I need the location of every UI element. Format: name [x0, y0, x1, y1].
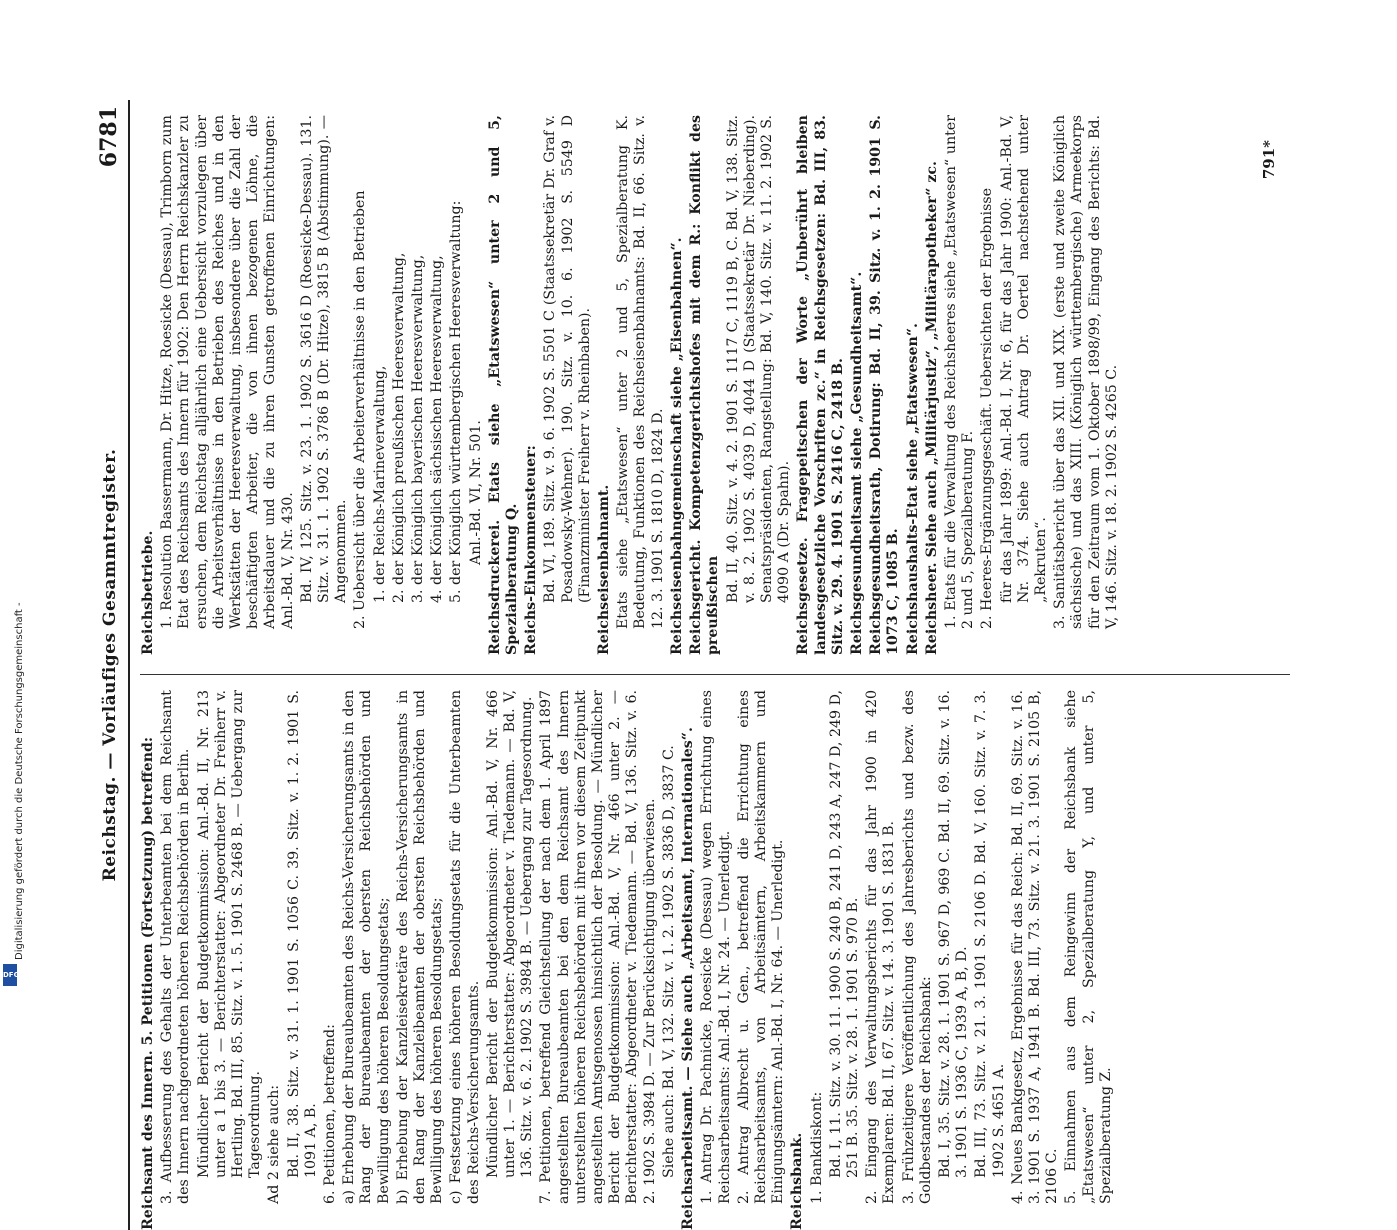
register-entry: 1. Etats für die Verwaltung des Reichsheeres siehe „Etatswesen“ unter 2 und 5, Spezialberatung F.: [942, 115, 977, 629]
register-entry: 7. Petitionen, betreffend Gleichstellung der nach dem 1. April 1897 angestellten Bureaubeamten bei den dem Reichsamt des Innern unterstellten höheren Reichsbehörden mit ihren vor diesem Zeitpunkt angestellten Amtsgenossen hinsichtlich der Besoldung. — Mündlicher Bericht der Budgetkommission: Anl.-Bd. V, Nr. 466 unter 2. — Berichterstatter: Abgeordneter v. Tiedemann. — Bd. V, 136. Sitz. v. 6. 2. 1902 S. 3984 D. — Zur Berücksichtigung überwiesen.: [538, 690, 658, 1204]
register-entry: Reichsgericht. Kompetenzgerichtshofes mit dem R.: Konflikt des preußischen: [688, 115, 722, 655]
register-entry: 5. Einnahmen aus dem Reingewinn der Reichsbank siehe „Etatswesen“ unter 2, Spezialberatung Y, und unter 5, Spezialberatung Z.: [1063, 690, 1114, 1204]
register-entry: Mündlicher Bericht der Budgetkommission: Anl.-Bd. II, Nr. 213 unter a 1 bis 3. — Berichterstatter: Abgeordneter Dr. Freiherr v. Hertling. Bd. III, 85. Sitz. v. 1. 5. 1901 S. 2468 B. — Uebergang zur Tagesordnung.: [195, 690, 264, 1178]
register-entry: 5. der Königlich württembergischen Heeresverwaltung:: [448, 200, 465, 603]
dfg-logo-icon: DFG: [3, 964, 17, 986]
register-entry: Reichsgesetze. Fragepeitschen der Worte „Unberührt bleiben landesgesetzliche Vorschriften zc.“ in Reichsgesetzen: Bd. III, 83. Sitz. v. 29. 4. 1901 S. 2416 C, 2418 B.: [795, 115, 846, 655]
register-entry: Bd. III, 73. Sitz. v. 21. 3. 1901 S. 2106 D. Bd. V, 160. Sitz. v. 7. 3. 1902 S. 4651 A.: [973, 690, 1007, 1178]
register-entry: 3. Aufbesserung des Gehalts der Unterbeamten bei dem Reichsamt des Innern nachgeordneten höheren Reichsbehörden in Berlin.: [159, 690, 193, 1204]
register-entry: b) Erhebung der Kanzleisekretäre des Reichs-Versicherungsamts in den Rang der Kanzleibeamten der obersten Reichsbehörden und Bewilligung des höheren Besoldungsetats;: [394, 690, 446, 1204]
register-entry: 2. Antrag Albrecht u. Gen., betreffend die Errichtung eines Reichsarbeitsamts, von Arbeitsämtern, Arbeitskammern und Einigungsämtern: Anl.-Bd. I, Nr. 64. — Unerledigt.: [735, 690, 787, 1204]
register-entry: Reichsdruckerei. Etats siehe „Etatswesen“ unter 2 und 5, Spezialberatung Q.: [486, 115, 521, 655]
right-column: [140, 115, 1290, 655]
register-entry: Reichsheer. Siehe auch „Militärjustiz“, „Militärapotheker“ zc.: [923, 161, 940, 655]
register-entry: 3. der Königlich bayerischen Heeresverwaltung,: [410, 254, 427, 603]
register-entry: Reichsbetriebe.: [140, 530, 156, 655]
register-entry: a) Erhebung der Bureaubeamten des Reichs-Versicherungsamts in den Rang der Bureaubeamten der obersten Reichsbehörden und Bewilligung des höheren Besoldungsetats;: [341, 690, 392, 1204]
register-entry: c) Festsetzung eines höheren Besoldungsetats für die Unterbeamten des Reichs-Versicherungsamts.: [448, 690, 482, 1204]
page-header: [88, 100, 130, 1230]
register-entry: Reichseisenbahngemeinschaft siehe „Eisenbahnen“.: [668, 237, 685, 655]
register-entry: Reichsbank.: [789, 1132, 806, 1230]
register-entry: Anl.-Bd. VI, Nr. 501.: [467, 420, 484, 565]
register-entry: für das Jahr 1899: Anl.-Bd. I, Nr. 6, für das Jahr 1900: Anl.-Bd. V, Nr. 374. Siehe auch Antrag Dr. Oertel nachstehend unter „Rekruten“.: [998, 115, 1049, 603]
page-title: Reichstag. — Vorläufiges Gesammtregister.: [100, 448, 120, 882]
register-entry: 3. Frühzeitigere Veröffentlichung des Jahresberichts und bezw. des Goldbestandes der Reichsbank:: [900, 690, 934, 1204]
register-entry: Bd. I, 11. Sitz. v. 30. 11. 1900 S. 240 B, 241 D, 243 A, 247 D, 249 D, 251 B. 35. Sitz. v. 28. 1. 1901 S. 970 B.: [827, 690, 861, 1178]
column-divider: [140, 674, 1290, 675]
register-entry: Mündlicher Bericht der Budgetkommission: Anl.-Bd. V, Nr. 466 unter 1. — Berichterstatter: Abgeordneter v. Tiedemann. — Bd. V, 136. Sitz. v. 6. 2. 1902 S. 3984 B. — Uebergang zur Tagesordnung.: [484, 690, 536, 1178]
register-entry: Bd. VI, 189. Sitz. v. 9. 6. 1902 S. 5501 C (Staatssekretär Dr. Graf v. Posadowsky-Wehner). 190. Sitz. v. 10. 6. 1902 S. 5549 D (Finanzminister Freiherr v. Rheinbaben).: [542, 115, 593, 603]
register-entry: Reichshaushalts-Etat siehe „Etatswesen“.: [904, 323, 921, 655]
funding-text: Digitalisierung gefördert durch die Deutsche Forschungsgemeinschaft -: [14, 602, 25, 960]
page-number: 6781: [96, 106, 122, 168]
rotated-page: [88, 100, 1308, 1230]
funding-strip: [0, 0, 25, 1000]
register-entry: Bd. II, 38. Sitz. v. 31. 1. 1901 S. 1056 C. 39. Sitz. v. 1. 2. 1901 S. 1091 A, B.: [285, 690, 319, 1178]
register-entry: 1. Resolution Bassermann, Dr. Hitze, Roesicke (Dessau), Trimborn zum Etat des Reichsamts des Innern für 1902: Den Herrn Reichskanzler zu ersuchen, dem Reichstag alljährlich eine Uebersicht vorzulegen über die Arbeitsverhältnisse in den Betrieben des Reiches und in den Werkstätten der Heeresverwaltung, insbesondere über die Zahl der beschäftigten Arbeiter, die von ihnen bezogenen Löhne, die Arbeitsdauer und die zu ihren Gunsten getroffenen Einrichtungen: Anl.-Bd. V, Nr. 430.: [159, 115, 296, 629]
register-entry: 6. Petitionen, betreffend:: [322, 1024, 339, 1204]
register-entry: 1. Bankdiskont:: [808, 1091, 825, 1204]
register-entry: Reichsamt des Innern. 5. Petitionen (Fortsetzung) betreffend:: [140, 736, 156, 1230]
register-entry: Etats siehe „Etatswesen“ unter 2 und 5, Spezialberatung K. Bedeutung, Funktionen des Reichseisenbahnamts: Bd. II, 66. Sitz. v. 12. 3. 1901 S. 1810 D, 1824 D.: [615, 115, 666, 629]
register-entry: 1. Antrag Dr. Pachnicke, Roesicke (Dessau) wegen Errichtung eines Reichsarbeitsamts: Anl.-Bd. I, Nr. 24. — Unerledigt.: [699, 690, 733, 1204]
register-entry: 4. der Königlich sächsischen Heeresverwaltung,: [429, 255, 446, 603]
register-entry: 1. der Reichs-Marineverwaltung,: [371, 365, 388, 603]
register-entry: Reichsgesundheitsamt siehe „Gesundheitsamt“.: [848, 271, 865, 655]
register-entry: Siehe auch: Bd. V, 132. Sitz. v. 1. 2. 1902 S. 3836 D, 3837 C.: [660, 745, 677, 1178]
register-entry: Bd. IV, 125. Sitz. v. 23. 1. 1902 S. 3616 D (Roesicke-Dessau). 131. Sitz. v. 31. 1. 1902 S. 3786 B (Dr. Hitze), 3815 B (Abstimmung). — Angenommen.: [298, 115, 350, 603]
left-column: [140, 690, 1290, 1230]
register-entry: Ad 2 siehe auch:: [266, 1084, 283, 1204]
register-entry: Bd. II, 40. Sitz. v. 4. 2. 1901 S. 1117 C, 1119 B, C. Bd. V, 138. Sitz. v. 8. 2. 1902 S. 4039 D, 4044 D (Staatssekretär Dr. Nieberding). Senatspräsidenten, Rangstellung: Bd. V, 140. Sitz. v. 11. 2. 1902 S. 4090 A (Dr. Spahn).: [724, 115, 793, 603]
register-entry: 3. Sanitätsbericht über das XII. und XIX. (erste und zweite Königlich sächsische) und das XIII. (Königlich württembergische) Armeekorps für den Zeitraum vom 1. Oktober 1898/99, Eingang des Berichts: Bd. V, 146. Sitz. v. 18. 2. 1902 S. 4265 C.: [1052, 115, 1120, 629]
register-entry: Reichseisenbahnamt.: [596, 484, 613, 655]
register-entry: Bd. I, 35. Sitz. v. 28. 1. 1901 S. 967 D, 969 C. Bd. II, 69. Sitz. v. 16. 3. 1901 S. 1936 C, 1939 A, B, D.: [936, 690, 971, 1178]
signature-mark: 791*: [1260, 140, 1278, 180]
register-entry: 2. Eingang des Verwaltungsberichts für das Jahr 1900 in 420 Exemplaren: Bd. II, 67. Sitz. v. 14. 3. 1901 S. 1831 B.: [864, 690, 898, 1204]
register-entry: Reichsarbeitsamt. — Siehe auch „Arbeitsamt, Internationales“.: [680, 727, 697, 1230]
register-entry: 2. Uebersicht über die Arbeiterverhältnisse in den Betrieben: [352, 190, 369, 629]
register-entry: 4. Neues Bankgesetz, Ergebnisse für das Reich: Bd. II, 69. Sitz. v. 16. 3. 1901 S. 1937 A, 1941 B. Bd. III, 73. Sitz. v. 21. 3. 1901 S. 2105 B, 2106 C.: [1009, 690, 1061, 1204]
register-entry: Reichsgesundheitsrath, Dotirung: Bd. II, 39. Sitz. v. 1. 2. 1901 S. 1073 C, 1085 B.: [868, 115, 902, 655]
register-entry: 2. der Königlich preußischen Heeresverwaltung,: [390, 252, 407, 603]
register-entry: Reichs-Einkommensteuer:: [523, 445, 540, 655]
register-entry: 2. Heeres-Ergänzungsgeschäft. Uebersichten der Ergebnisse: [979, 187, 996, 629]
